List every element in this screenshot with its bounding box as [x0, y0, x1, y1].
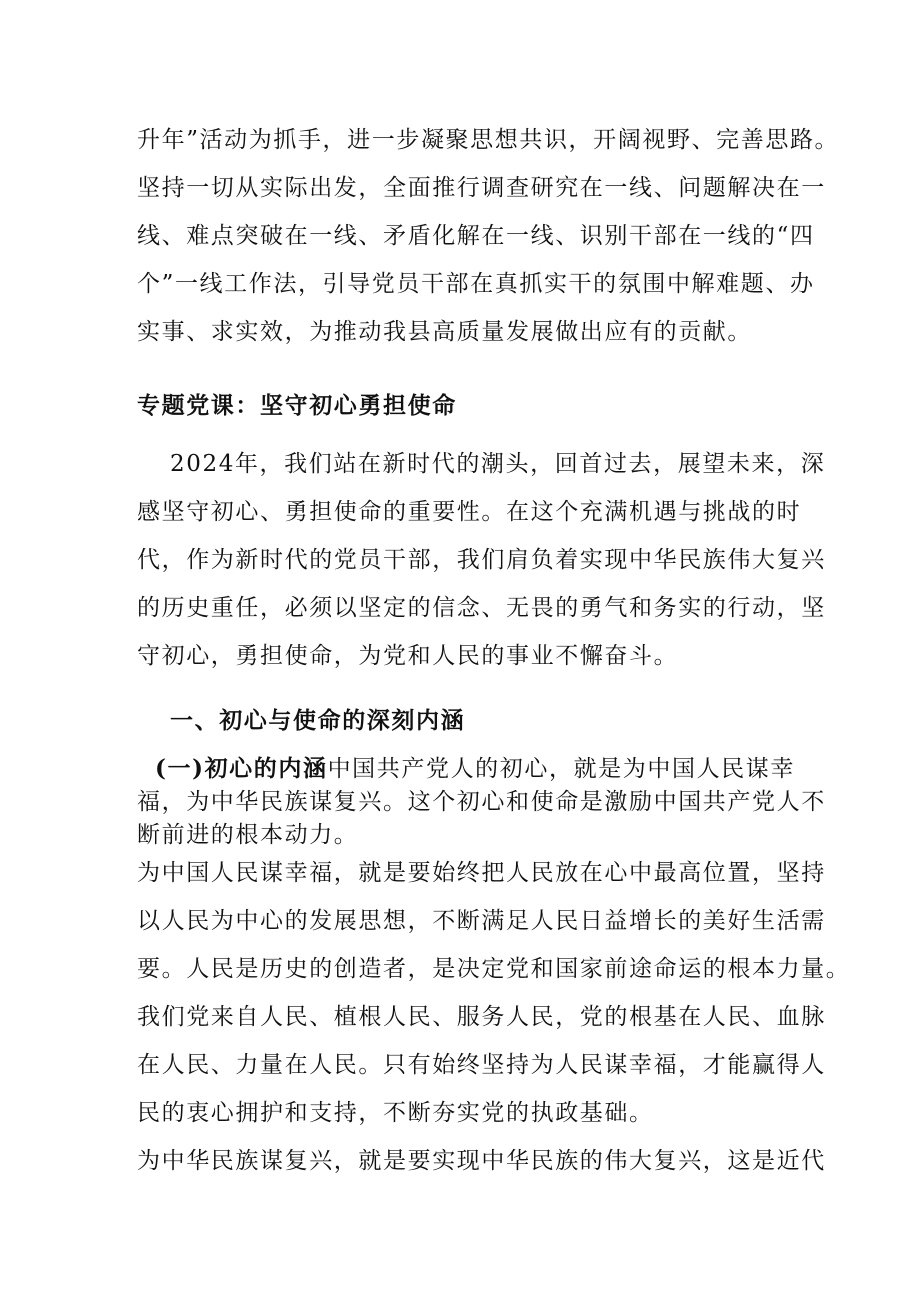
subsection-text: 中国共产党人的初心，就是为中国人民谋幸 — [327, 756, 795, 782]
text-line — [155, 754, 795, 784]
text-line: 为中国人民谋幸福，就是要始终把人民放在心中最高位置，坚持 — [137, 860, 826, 886]
text-line: 我们党来自人民、植根人民、服务人民，党的根基在人民、血脉 — [137, 1004, 826, 1030]
text-line: 感坚守初心、勇担使命的重要性。在这个充满机遇与挑战的时 — [137, 499, 802, 525]
text-line: 断前进的根本动力。 — [137, 822, 359, 848]
text-line: 要。人民是历史的创造者，是决定党和国家前途命运的根本力量。 — [137, 956, 851, 982]
lecture-title: 专题党课：坚守初心勇担使命 — [137, 392, 457, 419]
text-line: 线、难点突破在一线、矛盾化解在一线、识别干部在一线的“四 — [137, 223, 815, 249]
text-line: 在人民、力量在人民。只有始终坚持为人民谋幸福，才能赢得人 — [137, 1052, 826, 1078]
text-line: 为中华民族谋复兴，就是要实现中华民族的伟大复兴，这是近代 — [137, 1148, 826, 1174]
text-line: 代，作为新时代的党员干部，我们肩负着实现中华民族伟大复兴 — [137, 547, 826, 573]
section-heading: 一、初心与使命的深刻内涵 — [170, 707, 466, 734]
text-line: 福，为中华民族谋复兴。这个初心和使命是激励中国共产党人不 — [137, 789, 826, 815]
text-line: 2024年，我们站在新时代的潮头，回首过去，展望未来，深 — [170, 451, 826, 477]
text-line: 坚持一切从实际出发，全面推行调查研究在一线、问题解决在一 — [137, 175, 826, 201]
text-line: 个”一线工作法，引导党员干部在真抓实干的氛围中解难题、办 — [137, 271, 815, 297]
text-line: 民的衷心拥护和支持，不断夯实党的执政基础。 — [137, 1100, 654, 1126]
text-line: 的历史重任，必须以坚定的信念、无畏的勇气和务实的行动，坚 — [137, 595, 826, 621]
text-line: 守初心，勇担使命，为党和人民的事业不懈奋斗。 — [137, 643, 679, 669]
text-line: 升年”活动为抓手，进一步凝聚思想共识，开阔视野、完善思路。 — [137, 127, 840, 153]
text-line: 以人民为中心的发展思想，不断满足人民日益增长的美好生活需 — [137, 908, 826, 934]
text-line: 实事、求实效，为推动我县高质量发展做出应有的贡献。 — [137, 319, 752, 345]
subsection-label: (一)初心的内涵 — [155, 755, 328, 782]
